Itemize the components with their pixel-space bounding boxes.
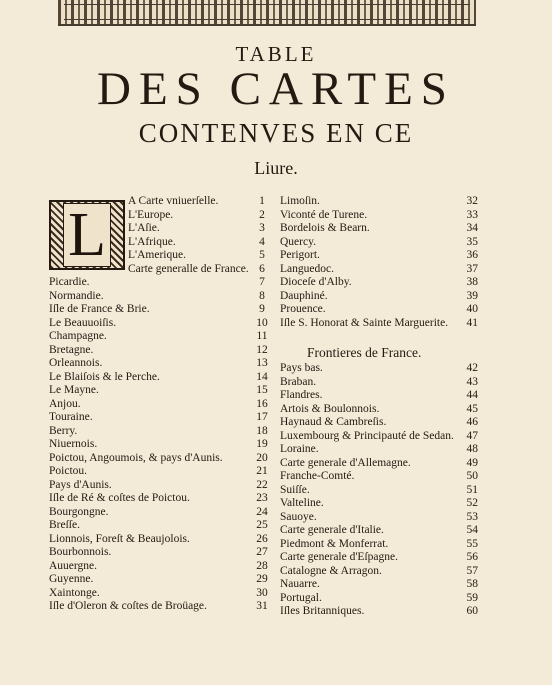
map-title: L'Aſie. — [128, 222, 160, 234]
title-line-3: CONTENVES EN CE — [138, 118, 414, 148]
table-row — [280, 317, 480, 331]
page-number: 27 — [256, 546, 268, 558]
map-title: A Carte vniuerſelle. — [128, 195, 219, 207]
map-title: Champagne. — [49, 330, 107, 342]
table-row — [280, 484, 480, 498]
page-number: 5 — [259, 249, 265, 261]
table-row — [280, 605, 480, 619]
map-title: Valteline. — [280, 497, 324, 509]
map-title: Limoſin. — [280, 195, 320, 207]
page-number: 32 — [466, 195, 478, 207]
page-number: 36 — [466, 249, 478, 261]
map-title: Niuernois. — [49, 438, 98, 450]
page-number: 42 — [466, 362, 478, 374]
page-number: 46 — [466, 416, 478, 428]
page-number: 45 — [466, 402, 478, 415]
title-line-4: Liure. — [254, 158, 298, 178]
table-row — [280, 276, 480, 290]
page-number: 44 — [466, 389, 478, 401]
table-row — [49, 506, 274, 520]
map-title: Luxembourg & Principauté de Sedan. — [280, 429, 454, 442]
page-number: 54 — [466, 524, 478, 536]
page-number: 26 — [256, 532, 268, 545]
page-number: 49 — [466, 456, 478, 469]
map-title: Poictou. — [49, 465, 88, 477]
page-number: 9 — [259, 303, 265, 315]
table-row — [49, 195, 274, 209]
table-row — [49, 600, 274, 614]
map-title: Iſles Britanniques. — [280, 605, 365, 617]
map-title: Poictou, Angoumois, & pays d'Aunis. — [49, 451, 223, 464]
map-title: Suiſſe. — [280, 483, 310, 496]
page-number: 30 — [256, 586, 268, 599]
page-number: 48 — [466, 443, 478, 455]
table-row — [49, 209, 274, 223]
map-title: Touraine. — [49, 411, 93, 423]
table-row — [49, 560, 274, 574]
page-number: 25 — [256, 519, 268, 531]
page-number: 21 — [256, 465, 268, 477]
page-number: 7 — [259, 276, 265, 288]
page-number: 53 — [466, 510, 478, 523]
page-number: 55 — [466, 537, 478, 550]
page-number: 58 — [466, 578, 478, 590]
map-title: Prouence. — [280, 303, 326, 315]
map-title: Artois & Boulonnois. — [280, 402, 380, 415]
map-title: Languedoc. — [280, 262, 334, 275]
table-row — [49, 398, 274, 412]
page-number: 41 — [466, 316, 478, 329]
map-title: Dauphiné. — [280, 289, 328, 302]
table-row — [49, 533, 274, 547]
map-title: Carte generale d'Italie. — [280, 524, 384, 536]
map-title: Carte generalle de France. — [128, 262, 249, 275]
table-row — [49, 384, 274, 398]
table-row — [280, 457, 480, 471]
map-title: Lionnois, Foreſt & Beaujolois. — [49, 532, 190, 545]
page-number: 18 — [256, 424, 268, 437]
page-number: 34 — [466, 222, 478, 234]
table-row — [49, 317, 274, 331]
page-number: 43 — [466, 375, 478, 388]
map-title: Bourgongne. — [49, 505, 109, 518]
map-title: Nauarre. — [280, 578, 320, 590]
table-row — [280, 195, 480, 209]
map-title: L'Amerique. — [128, 249, 186, 261]
map-title: L'Europe. — [128, 208, 174, 221]
table-row — [49, 344, 274, 358]
table-row — [49, 276, 274, 290]
table-row — [280, 303, 480, 317]
page-number: 59 — [466, 591, 478, 604]
map-title: Orleannois. — [49, 357, 103, 369]
map-title: Piedmont & Monferrat. — [280, 537, 389, 550]
page-number: 31 — [256, 600, 268, 612]
page-number: 20 — [256, 451, 268, 464]
page-number: 39 — [466, 289, 478, 302]
page-number: 56 — [466, 551, 478, 563]
page-number: 57 — [466, 564, 478, 577]
page-number: 37 — [466, 262, 478, 275]
page-number: 11 — [256, 330, 268, 342]
page-number: 28 — [256, 559, 268, 572]
map-title: Iſle de France & Brie. — [49, 303, 150, 315]
map-title: L'Afrique. — [128, 235, 176, 248]
map-title: Le Beauuoiſis. — [49, 316, 117, 329]
table-row — [49, 249, 274, 263]
map-title: Viconté de Turene. — [280, 208, 368, 221]
page-number: 47 — [466, 429, 478, 442]
table-row — [280, 443, 480, 457]
table-row — [280, 290, 480, 304]
page-number: 10 — [256, 316, 268, 329]
table-row — [49, 290, 274, 304]
section-heading-frontieres: Frontieres de France. — [307, 345, 422, 360]
map-title: Iſle S. Honorat & Sainte Marguerite. — [280, 316, 449, 329]
table-row — [49, 303, 274, 317]
table-row — [49, 587, 274, 601]
table-row — [280, 362, 480, 376]
page-number: 2 — [259, 208, 265, 221]
page-number: 23 — [256, 492, 268, 504]
table-row — [49, 479, 274, 493]
map-title: Berry. — [49, 424, 78, 437]
page-number: 17 — [256, 411, 268, 423]
table-row — [49, 452, 274, 466]
map-title: Haynaud & Cambreſis. — [280, 416, 387, 428]
table-row — [49, 492, 274, 506]
page-number: 22 — [256, 478, 268, 491]
map-title: Loraine. — [280, 443, 319, 455]
table-row — [49, 546, 274, 560]
page-number: 12 — [256, 343, 268, 356]
page-number: 33 — [466, 208, 478, 221]
map-title: Sauoye. — [280, 510, 317, 523]
table-row — [280, 236, 480, 250]
page-number: 40 — [466, 303, 478, 315]
map-title: Le Mayne. — [49, 384, 99, 396]
map-title: Iſle d'Oleron & coſtes de Broüage. — [49, 600, 207, 612]
table-row — [280, 222, 480, 236]
page-number: 50 — [466, 470, 478, 482]
page-number: 38 — [466, 276, 478, 288]
map-title: Dioceſe d'Alby. — [280, 276, 352, 288]
table-row — [49, 263, 274, 277]
table-row — [49, 330, 274, 344]
map-title: Catalogne & Arragon. — [280, 564, 382, 577]
page-number: 35 — [466, 235, 478, 248]
table-row — [280, 565, 480, 579]
page-number: 24 — [256, 505, 268, 518]
map-title: Iſle de Ré & coſtes de Poictou. — [49, 492, 190, 504]
map-title: Breſſe. — [49, 519, 80, 531]
table-row — [49, 357, 274, 371]
map-title: Carte generale d'Eſpagne. — [280, 551, 398, 563]
map-title: Auuergne. — [49, 559, 98, 572]
page-number: 4 — [259, 235, 265, 248]
map-title: Quercy. — [280, 235, 316, 248]
title-line-2: DES CARTES — [97, 63, 455, 115]
table-row — [49, 465, 274, 479]
table-row — [280, 376, 480, 390]
page-number: 16 — [256, 397, 268, 410]
map-title: Portugal. — [280, 591, 322, 604]
page-number: 51 — [466, 483, 478, 496]
table-row — [49, 371, 274, 385]
table-row — [49, 425, 274, 439]
table-row — [280, 470, 480, 484]
map-title: Flandres. — [280, 389, 323, 401]
map-title: Bordelois & Bearn. — [280, 222, 370, 234]
table-row — [280, 592, 480, 606]
table-row — [280, 538, 480, 552]
table-row — [49, 519, 274, 533]
page-number: 14 — [256, 370, 268, 383]
table-row — [49, 236, 274, 250]
map-title: Le Blaiſois & le Perche. — [49, 370, 160, 383]
page-number: 19 — [256, 438, 268, 450]
map-title: Franche-Comté. — [280, 470, 355, 482]
map-title: Picardie. — [49, 276, 90, 288]
table-row — [280, 403, 480, 417]
table-row — [49, 222, 274, 236]
page-number: 60 — [466, 605, 478, 617]
table-row — [280, 551, 480, 565]
decorative-header-band — [58, 0, 476, 26]
page-number: 3 — [259, 222, 265, 234]
map-title: Perigort. — [280, 249, 320, 261]
table-row — [280, 430, 480, 444]
map-title: Bourbonnois. — [49, 546, 112, 558]
table-row — [280, 578, 480, 592]
page-number: 52 — [466, 497, 478, 509]
map-title: Pays bas. — [280, 362, 323, 374]
table-row — [280, 263, 480, 277]
map-title: Pays d'Aunis. — [49, 478, 112, 491]
table-row — [49, 438, 274, 452]
map-title: Normandie. — [49, 289, 104, 302]
initial-letter: L — [63, 203, 111, 267]
map-title: Anjou. — [49, 397, 81, 410]
map-title: Carte generale d'Allemagne. — [280, 456, 411, 469]
page-number: 13 — [256, 357, 268, 369]
table-row — [280, 524, 480, 538]
map-title: Braban. — [280, 375, 317, 388]
table-row — [49, 573, 274, 587]
table-row — [280, 209, 480, 223]
map-title: Guyenne. — [49, 573, 94, 585]
table-row — [49, 411, 274, 425]
map-title: Bretagne. — [49, 343, 94, 356]
table-row — [280, 249, 480, 263]
table-row — [280, 389, 480, 403]
title-line-1: TABLE — [235, 42, 317, 66]
table-row — [280, 497, 480, 511]
page-number: 15 — [256, 384, 268, 396]
page-number: 8 — [259, 289, 265, 302]
table-row — [280, 416, 480, 430]
map-title: Xaintonge. — [49, 586, 100, 599]
page-number: 29 — [256, 573, 268, 585]
page-number: 6 — [259, 262, 265, 275]
table-row — [280, 511, 480, 525]
page-number: 1 — [259, 195, 265, 207]
